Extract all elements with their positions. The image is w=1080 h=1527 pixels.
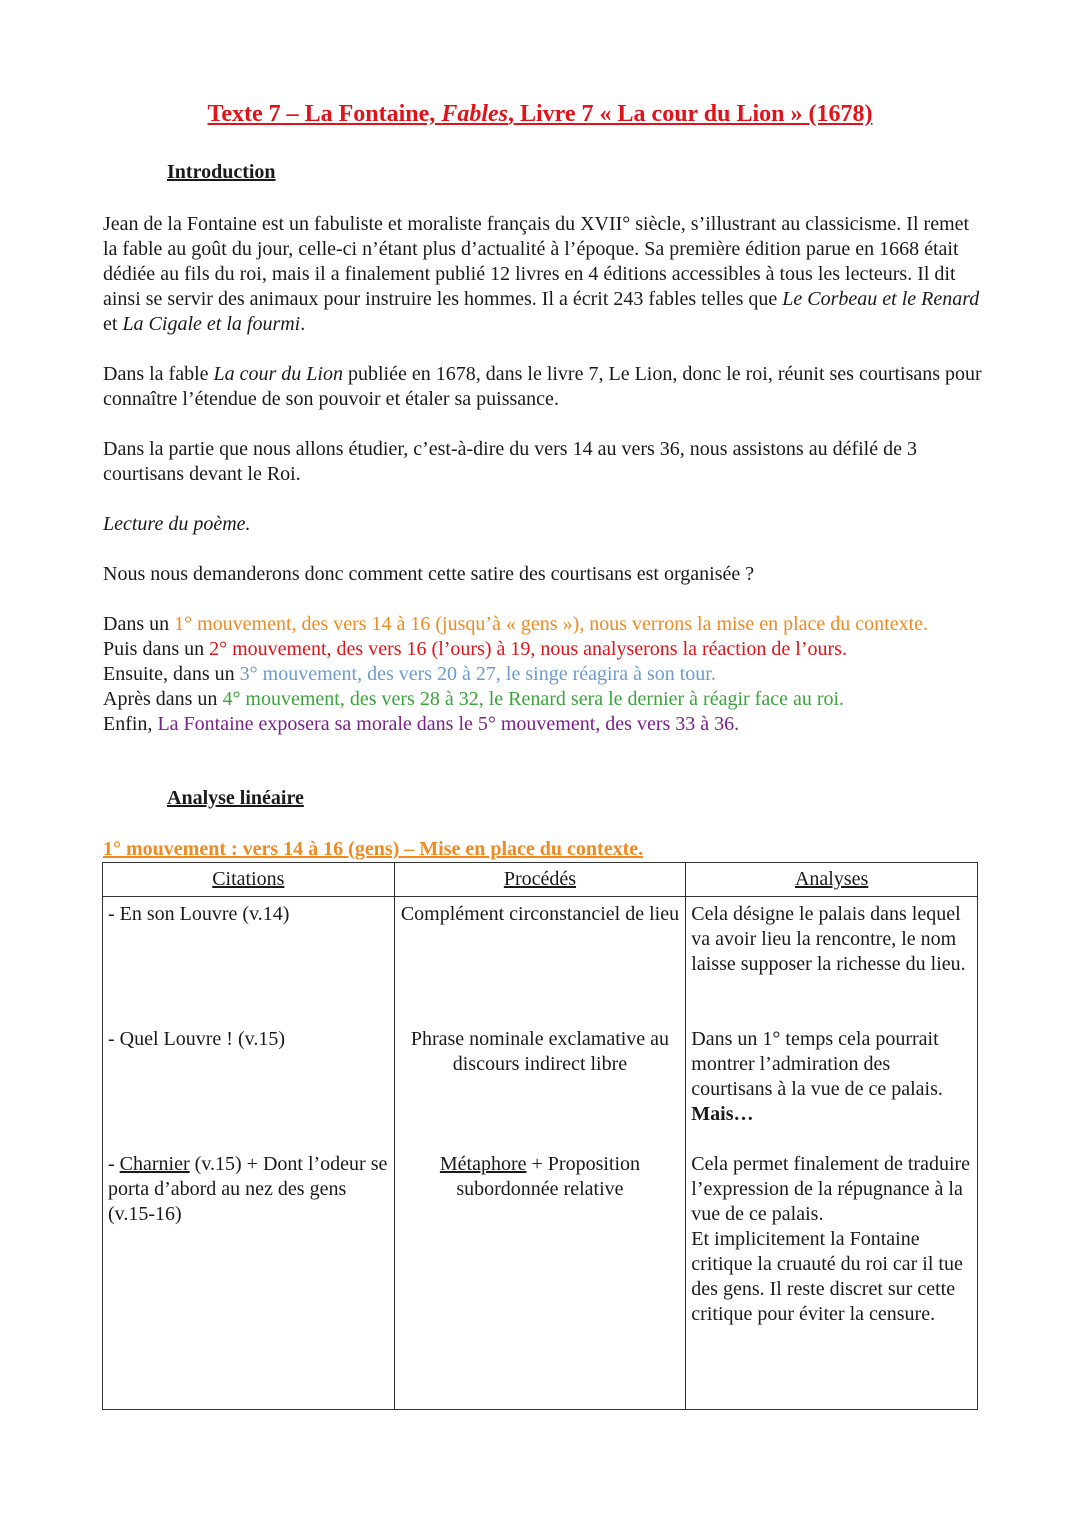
movement-3-line: Ensuite, dans un 3° mouvement, des vers 20 à 27, le singe réagira à son tour. [103, 663, 716, 685]
procede-cell: Complément circonstanciel de lieu [394, 897, 686, 1028]
column-header-procedes: Procédés [394, 863, 686, 897]
intro-paragraph-1: Jean de la Fontaine est un fabuliste et moraliste français du XVII° siècle, s’illustrant au classicisme. Il remet la fable au goût du jour, celle-ci n’étant plus d’actualité à l’époque. Sa première édition parue en 1668 était dédiée au fils du roi, mais il a finalement publié 12 livres en 4 éditions accessibles à tous les lecteurs. Il dit ainsi se servir des animaux pour instruire les hommes. Il a écrit 243 fables telles que Le Corbeau et le Renard et La Cigale et la fourmi. [103, 213, 980, 335]
intro-paragraph-3: Dans la partie que nous allons étudier, c’est-à-dire du vers 14 au vers 36, nous assistons au défilé de 3 courtisans devant le Roi. [103, 438, 917, 485]
movement-1-line: Dans un 1° mouvement, des vers 14 à 16 (jusqu’à « gens »), nous verrons la mise en place du contexte. [103, 613, 929, 635]
title-italic: Fables [441, 101, 508, 127]
title-part: Texte 7 – La Fontaine, [207, 101, 442, 127]
column-header-analyses: Analyses [686, 863, 978, 897]
procede-cell: Métaphore + Proposition subordonnée relative [394, 1152, 686, 1410]
table-row [103, 897, 978, 1028]
analyse-cell: Dans un 1° temps cela pourrait montrer l’admiration des courtisans à la vue de ce palais. Mais… [686, 1027, 978, 1152]
analysis-table [102, 862, 978, 1410]
citation-cell: - Quel Louvre ! (v.15) [103, 1027, 395, 1152]
intro-paragraph-2: Dans la fable La cour du Lion publiée en 1678, dans le livre 7, Le Lion, donc le roi, réunit ses courtisans pour connaître l’étendue de son pouvoir et étaler sa puissance. [103, 363, 982, 410]
movement-4-line: Après dans un 4° mouvement, des vers 28 à 32, le Renard sera le dernier à réagir face au roi. [103, 688, 845, 710]
citation-cell: - Charnier (v.15) + Dont l’odeur se porta d’abord au nez des gens (v.15-16) [103, 1152, 395, 1410]
analysis-heading: Analyse linéaire [167, 787, 304, 809]
reading-note: Lecture du poème. [103, 513, 251, 535]
title-part: , Livre 7 « La cour du Lion » (1678) [507, 101, 873, 127]
movement-5-line: Enfin, La Fontaine exposera sa morale dans le 5° mouvement, des vers 33 à 36. [103, 713, 740, 735]
citation-cell: - En son Louvre (v.14) [103, 897, 395, 1028]
analyse-cell: Cela désigne le palais dans lequel va avoir lieu la rencontre, le nom laisse supposer la richesse du lieu. [686, 897, 978, 1028]
table-row [103, 1027, 978, 1152]
movement-2-line: Puis dans un 2° mouvement, des vers 16 (l’ours) à 19, nous analyserons la réaction de l’ours. [103, 638, 847, 660]
table-row [103, 1152, 978, 1410]
page-title [0, 101, 1080, 128]
movement-1-title: 1° mouvement : vers 14 à 16 (gens) – Mise en place du contexte. [103, 838, 644, 860]
analyse-cell: Cela permet finalement de traduire l’expression de la répugnance à la vue de ce palais. Et implicitement la Fontaine critique la cruauté du roi car il tue des gens. Il reste discret sur cette critique pour éviter la censure. [686, 1152, 978, 1410]
movements-plan [103, 612, 983, 737]
column-header-citations: Citations [103, 863, 395, 897]
procede-cell: Phrase nominale exclamative au discours indirect libre [394, 1027, 686, 1152]
problematic: Nous nous demanderons donc comment cette satire des courtisans est organisée ? [103, 563, 755, 585]
table-header-row [103, 863, 978, 897]
introduction-heading: Introduction [167, 161, 276, 183]
